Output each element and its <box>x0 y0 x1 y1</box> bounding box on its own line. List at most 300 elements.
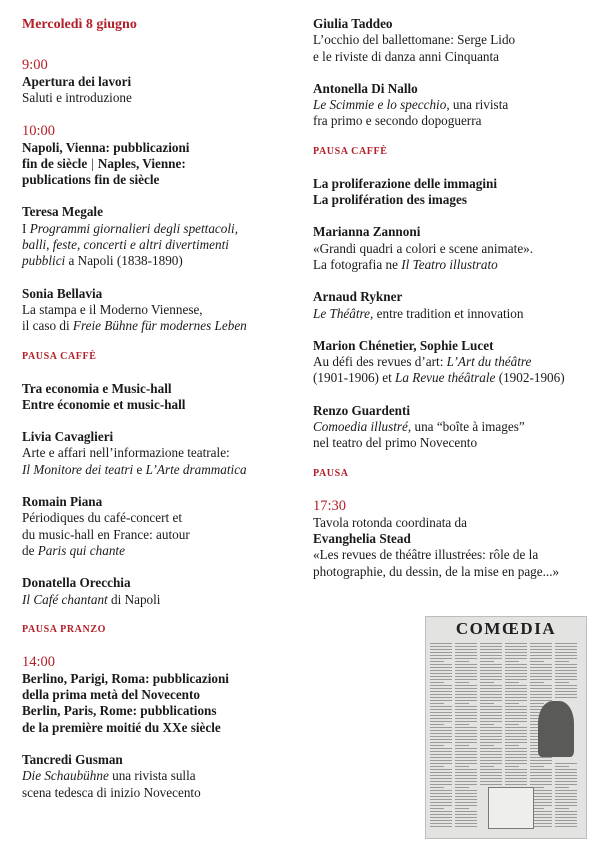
newsprint-line <box>480 769 502 770</box>
newsprint-line <box>555 784 577 785</box>
newsprint-line <box>555 799 577 800</box>
newsprint-line <box>555 817 577 818</box>
newsprint-line <box>455 721 477 722</box>
newsprint-line <box>430 823 452 824</box>
newsprint-line <box>505 673 527 674</box>
newsprint-line <box>530 646 552 647</box>
newsprint-line <box>555 676 577 677</box>
pause-label: PAUSA PRANZO <box>22 623 106 635</box>
newsprint-line <box>480 763 502 764</box>
newsprint-line <box>480 649 502 650</box>
newsprint-line <box>430 754 452 755</box>
newsprint-line <box>480 718 502 719</box>
text-italic: Il Monitore dei teatri <box>22 461 134 477</box>
newsprint-line <box>430 646 452 647</box>
newsprint-line <box>430 793 452 794</box>
newsprint-line <box>555 646 577 647</box>
newsprint-line <box>505 766 519 767</box>
newsprint-line <box>480 784 502 785</box>
newsprint-line <box>455 733 477 734</box>
newsprint-line <box>480 691 502 692</box>
speaker-name: Teresa Megale <box>22 204 103 220</box>
session-text: photographie, du dessin, de la mise en page...» <box>313 563 560 579</box>
newsprint-line <box>530 694 552 695</box>
session-title: della prima metà del Novecento <box>22 687 200 703</box>
newsprint-line <box>430 676 452 677</box>
talk-title: Périodiques du café-concert et <box>22 510 183 526</box>
newsprint-line <box>480 712 502 713</box>
newsprint-line <box>430 739 452 740</box>
newsprint-line <box>455 667 477 668</box>
talk-title: balli, feste, concerti e altri divertimenti <box>22 237 229 253</box>
newsprint-line <box>555 643 577 644</box>
newsprint-line <box>430 760 452 761</box>
newsprint-line <box>455 772 477 773</box>
newsprint-line <box>555 778 577 779</box>
newsprint-line <box>455 700 477 701</box>
newsprint-line <box>430 787 444 788</box>
newsprint-line <box>430 697 452 698</box>
newsprint-line <box>455 808 469 809</box>
newsprint-line <box>505 739 527 740</box>
newsprint-line <box>455 676 477 677</box>
newsprint-line <box>555 775 577 776</box>
talk-title <box>22 543 297 559</box>
newsprint-line <box>555 661 569 662</box>
newsprint-line <box>505 697 527 698</box>
text: il caso di <box>22 318 73 334</box>
newsprint-line <box>505 754 527 755</box>
newsprint-line <box>455 793 477 794</box>
newsprint-line <box>480 697 502 698</box>
newsprint-line <box>555 655 577 656</box>
text: e <box>133 461 146 477</box>
newsprint-line <box>505 712 527 713</box>
newsprint-line <box>555 682 569 683</box>
text-italic: La Revue théâtrale <box>395 370 496 386</box>
text-italic: Il Teatro illustrato <box>401 256 498 272</box>
talk-title: e le riviste di danza anni Cinquanta <box>313 48 500 64</box>
newsprint-line <box>430 673 452 674</box>
newsprint-line <box>455 703 469 704</box>
session-images <box>313 176 598 209</box>
newsprint-line <box>430 778 452 779</box>
newsprint-line <box>480 664 502 665</box>
text-italic: Freie Bühne für modernes Leben <box>72 318 247 334</box>
newsprint-line <box>555 652 577 653</box>
newsprint-line <box>455 760 477 761</box>
newsprint-line <box>430 667 452 668</box>
newsprint-line <box>430 748 452 749</box>
newsprint-line <box>430 820 452 821</box>
newsprint-line <box>455 748 477 749</box>
newsprint-line <box>430 721 452 722</box>
newspaper-portrait <box>538 701 574 757</box>
newsprint-line <box>530 670 552 671</box>
newspaper-masthead: COMŒDIA <box>455 619 557 638</box>
text: , una “boîte à images” <box>407 419 525 435</box>
newsprint-line <box>430 775 452 776</box>
talk-gusman <box>22 752 297 801</box>
newsprint-line <box>555 664 577 665</box>
newsprint-line <box>455 757 477 758</box>
newsprint-line <box>455 646 477 647</box>
newsprint-line <box>455 694 477 695</box>
talk-chenetier-lucet <box>313 338 598 387</box>
newsprint-line <box>505 775 527 776</box>
speaker-name: Giulia Taddeo <box>313 16 393 31</box>
session-berlin-paris-rome <box>22 654 297 736</box>
text: La fotografia ne <box>313 256 402 272</box>
newsprint-line <box>505 736 527 737</box>
speaker-name: Sonia Bellavia <box>22 285 103 301</box>
newsprint-line <box>480 733 502 734</box>
newsprint-line <box>455 796 477 797</box>
newsprint-line <box>555 823 577 824</box>
newsprint-line <box>430 691 452 692</box>
talk-title: L’occhio del ballettomane: Serge Lido <box>313 32 516 48</box>
newsprint-line <box>505 784 527 785</box>
speaker-name: Antonella Di Nallo <box>313 80 418 96</box>
day-title: Mercoledì 8 giugno <box>22 17 137 32</box>
newsprint-line <box>430 643 452 644</box>
newsprint-line <box>505 658 527 659</box>
newsprint-line <box>430 679 452 680</box>
newsprint-line <box>455 709 477 710</box>
speaker-name: Romain Piana <box>22 494 103 510</box>
time-label: 14:00 <box>22 653 56 670</box>
moderator-name: Evanghelia Stead <box>313 530 411 546</box>
newsprint-line <box>555 679 577 680</box>
newsprint-line <box>505 715 527 716</box>
newsprint-line <box>530 679 552 680</box>
text-italic: Le Scimmie e lo specchio <box>313 97 447 113</box>
newsprint-line <box>555 766 569 767</box>
newsprint-line <box>455 688 477 689</box>
newsprint-line <box>555 811 577 812</box>
newsprint-line <box>555 763 577 764</box>
newsprint-line <box>555 772 577 773</box>
time-label: 10:00 <box>22 122 56 139</box>
newsprint-line <box>455 697 477 698</box>
talk-title: du music-hall en France: autour <box>22 526 190 542</box>
talk-title <box>22 462 297 478</box>
text: , entre tradition et innovation <box>370 305 524 321</box>
newsprint-line <box>555 793 577 794</box>
newsprint-line <box>555 796 577 797</box>
newsprint-line <box>505 763 527 764</box>
newsprint-line <box>455 718 477 719</box>
newsprint-line <box>480 775 502 776</box>
newsprint-line <box>480 673 502 674</box>
newsprint-line <box>505 742 527 743</box>
newsprint-line <box>480 652 502 653</box>
newsprint-line <box>430 808 444 809</box>
newsprint-line <box>530 658 552 659</box>
session-economy <box>22 381 297 414</box>
newsprint-line <box>455 652 477 653</box>
title-part: Naples, Vienne: <box>97 155 186 171</box>
talk-di-nallo <box>313 81 598 130</box>
newsprint-line <box>530 655 552 656</box>
newsprint-line <box>530 769 552 770</box>
newsprint-line <box>505 745 519 746</box>
newsprint-line <box>480 745 494 746</box>
newsprint-line <box>505 778 527 779</box>
session-title: Entre économie et music-hall <box>22 396 186 412</box>
newsprint-line <box>505 721 527 722</box>
newsprint-line <box>430 772 452 773</box>
newsprint-line <box>555 667 577 668</box>
newsprint-line <box>455 787 469 788</box>
session-text: Tavola rotonda coordinata da <box>313 514 467 530</box>
newsprint-line <box>455 802 477 803</box>
newspaper-drawing <box>488 787 534 829</box>
newsprint-line <box>530 760 552 761</box>
newsprint-line <box>455 778 477 779</box>
newsprint-line <box>455 670 477 671</box>
newsprint-line <box>455 811 477 812</box>
newsprint-line <box>530 757 552 758</box>
newsprint-line <box>480 688 502 689</box>
newsprint-line <box>480 685 502 686</box>
newsprint-line <box>455 823 477 824</box>
talk-taddeo <box>313 16 598 65</box>
text: de <box>22 542 38 558</box>
talk-piana <box>22 494 297 559</box>
newsprint-line <box>555 670 577 671</box>
newsprint-line <box>505 757 527 758</box>
newsprint-line <box>430 652 452 653</box>
newsprint-line <box>430 745 444 746</box>
newspaper-image <box>425 616 587 839</box>
newsprint-line <box>530 703 544 704</box>
newsprint-line <box>455 682 469 683</box>
newsprint-line <box>455 826 477 827</box>
newsprint-line <box>530 775 552 776</box>
newsprint-line <box>430 784 452 785</box>
newsprint-line <box>480 646 502 647</box>
newsprint-line <box>455 724 469 725</box>
speaker-name: Arnaud Rykner <box>313 289 403 305</box>
newsprint-line <box>455 742 477 743</box>
session-title: La proliferazione delle immagini <box>313 175 497 191</box>
newsprint-line <box>555 697 577 698</box>
session-title: La prolifération des images <box>313 192 467 208</box>
newsprint-line <box>505 649 527 650</box>
newsprint-line <box>430 736 452 737</box>
talk-title <box>313 257 598 273</box>
newsprint-line <box>555 826 577 827</box>
newsprint-line <box>555 694 577 695</box>
text: una rivista sulla <box>108 768 196 784</box>
pause-label: PAUSA CAFFÈ <box>22 350 97 362</box>
newsprint-line <box>480 676 502 677</box>
newsprint-line <box>455 727 477 728</box>
talk-title <box>313 97 598 113</box>
newsprint-line <box>505 772 527 773</box>
newsprint-line <box>480 721 502 722</box>
newsprint-line <box>505 760 527 761</box>
newsprint-line <box>530 673 552 674</box>
newsprint-line <box>480 730 502 731</box>
text-italic: Paris qui chante <box>37 542 125 558</box>
newsprint-line <box>430 811 452 812</box>
newsprint-line <box>480 739 502 740</box>
session-title: de la première moitié du XXe siècle <box>22 719 221 735</box>
newsprint-line <box>455 814 477 815</box>
session-title: Tra economia e Music-hall <box>22 380 172 396</box>
newsprint-line <box>555 787 569 788</box>
newsprint-line <box>430 685 452 686</box>
title-part: fin de siècle <box>22 155 88 171</box>
talk-orecchia <box>22 575 297 608</box>
text-italic: Il Café chantant <box>22 591 108 607</box>
right-column <box>313 16 598 596</box>
newsprint-line <box>530 667 552 668</box>
newsprint-line <box>480 670 502 671</box>
text: a Napoli (1838-1890) <box>65 253 183 269</box>
newsprint-line <box>530 685 552 686</box>
newsprint-line <box>480 679 502 680</box>
newsprint-line <box>455 745 469 746</box>
newsprint-line <box>530 691 552 692</box>
newsprint-line <box>430 682 444 683</box>
speaker-name: Donatella Orecchia <box>22 575 131 591</box>
newsprint-line <box>430 814 452 815</box>
newsprint-line <box>480 694 502 695</box>
newsprint-line <box>505 727 527 728</box>
newsprint-line <box>480 781 502 782</box>
newsprint-line <box>430 799 452 800</box>
newsprint-line <box>530 781 552 782</box>
newsprint-line <box>480 724 494 725</box>
newsprint-line <box>455 736 477 737</box>
newsprint-line <box>530 649 552 650</box>
newsprint-line <box>480 772 502 773</box>
newsprint-line <box>530 766 544 767</box>
newsprint-line <box>505 664 527 665</box>
newsprint-line <box>505 688 527 689</box>
newsprint-line <box>555 688 577 689</box>
time-label: 9:00 <box>22 57 48 73</box>
newsprint-line <box>480 706 502 707</box>
newsprint-line <box>530 652 552 653</box>
newsprint-line <box>530 676 552 677</box>
newsprint-line <box>505 682 519 683</box>
newsprint-line <box>480 778 502 779</box>
time-label: 17:30 <box>313 497 347 514</box>
speaker-name: Tancredi Gusman <box>22 752 123 768</box>
newsprint-line <box>455 799 477 800</box>
newsprint-line <box>530 697 552 698</box>
newsprint-line <box>455 817 477 818</box>
talk-bellavia <box>22 286 297 335</box>
talk-title: scena tedesca di inizio Novecento <box>22 784 201 800</box>
newsprint-line <box>480 748 502 749</box>
newsprint-line <box>555 802 577 803</box>
newsprint-line <box>455 730 477 731</box>
newsprint-line <box>430 712 452 713</box>
newsprint-line <box>530 643 552 644</box>
newsprint-line <box>430 781 452 782</box>
newsprint-line <box>430 802 452 803</box>
newsprint-line <box>530 772 552 773</box>
talk-title <box>22 768 297 784</box>
newsprint-line <box>430 763 452 764</box>
newsprint-line <box>455 685 477 686</box>
newsprint-line <box>430 658 452 659</box>
talk-zannoni <box>313 224 598 273</box>
newsprint-line <box>430 694 452 695</box>
text-italic: Le Théâtre <box>313 305 371 321</box>
talk-title: Arte e affari nell’informazione teatrale: <box>22 445 230 461</box>
talk-guardenti <box>313 403 598 452</box>
newsprint-line <box>455 658 477 659</box>
newsprint-line <box>430 700 452 701</box>
newsprint-line <box>505 655 527 656</box>
newsprint-line <box>530 661 544 662</box>
newsprint-line <box>480 742 502 743</box>
talk-megale <box>22 204 297 269</box>
newsprint-line <box>430 826 452 827</box>
newsprint-line <box>430 649 452 650</box>
newsprint-line <box>430 718 452 719</box>
newsprint-line <box>480 655 502 656</box>
newsprint-line <box>455 691 477 692</box>
newsprint-line <box>555 814 577 815</box>
session-title: Berlino, Parigi, Roma: pubblicazioni <box>22 670 229 686</box>
newsprint-line <box>455 673 477 674</box>
newsprint-line <box>505 751 527 752</box>
pause-label: PAUSA <box>313 467 349 479</box>
text: di Napoli <box>107 591 161 607</box>
text: Au défi des revues d’art: <box>313 354 447 370</box>
newsprint-line <box>455 751 477 752</box>
newsprint-line <box>430 796 452 797</box>
newsprint-line <box>455 739 477 740</box>
newsprint-line <box>480 766 494 767</box>
newsprint-line <box>455 706 477 707</box>
newsprint-line <box>530 682 544 683</box>
newsprint-line <box>505 646 527 647</box>
newsprint-line <box>480 757 502 758</box>
newsprint-line <box>455 712 477 713</box>
newsprint-line <box>455 775 477 776</box>
newsprint-line <box>555 685 577 686</box>
speaker-name: Marion Chénetier, Sophie Lucet <box>313 337 494 353</box>
newsprint-line <box>480 661 494 662</box>
newsprint-line <box>505 691 527 692</box>
newsprint-line <box>430 805 452 806</box>
session-round-table <box>313 498 598 580</box>
newsprint-line <box>430 715 452 716</box>
newsprint-line <box>455 661 469 662</box>
newsprint-line <box>505 685 527 686</box>
newsprint-line <box>480 736 502 737</box>
newsprint-line <box>530 763 552 764</box>
session-text: «Les revues de théâtre illustrées: rôle de la <box>313 547 539 563</box>
newsprint-line <box>505 667 527 668</box>
talk-title <box>22 253 297 269</box>
newsprint-line <box>430 769 452 770</box>
talk-title: «Grandi quadri a colori e scene animate». <box>313 240 534 256</box>
talk-rykner <box>313 289 598 322</box>
speaker-name: Renzo Guardenti <box>313 402 411 418</box>
talk-title <box>22 318 297 334</box>
text-italic: pubblici <box>22 253 66 269</box>
text-italic: L’Art du théâtre <box>446 354 532 370</box>
